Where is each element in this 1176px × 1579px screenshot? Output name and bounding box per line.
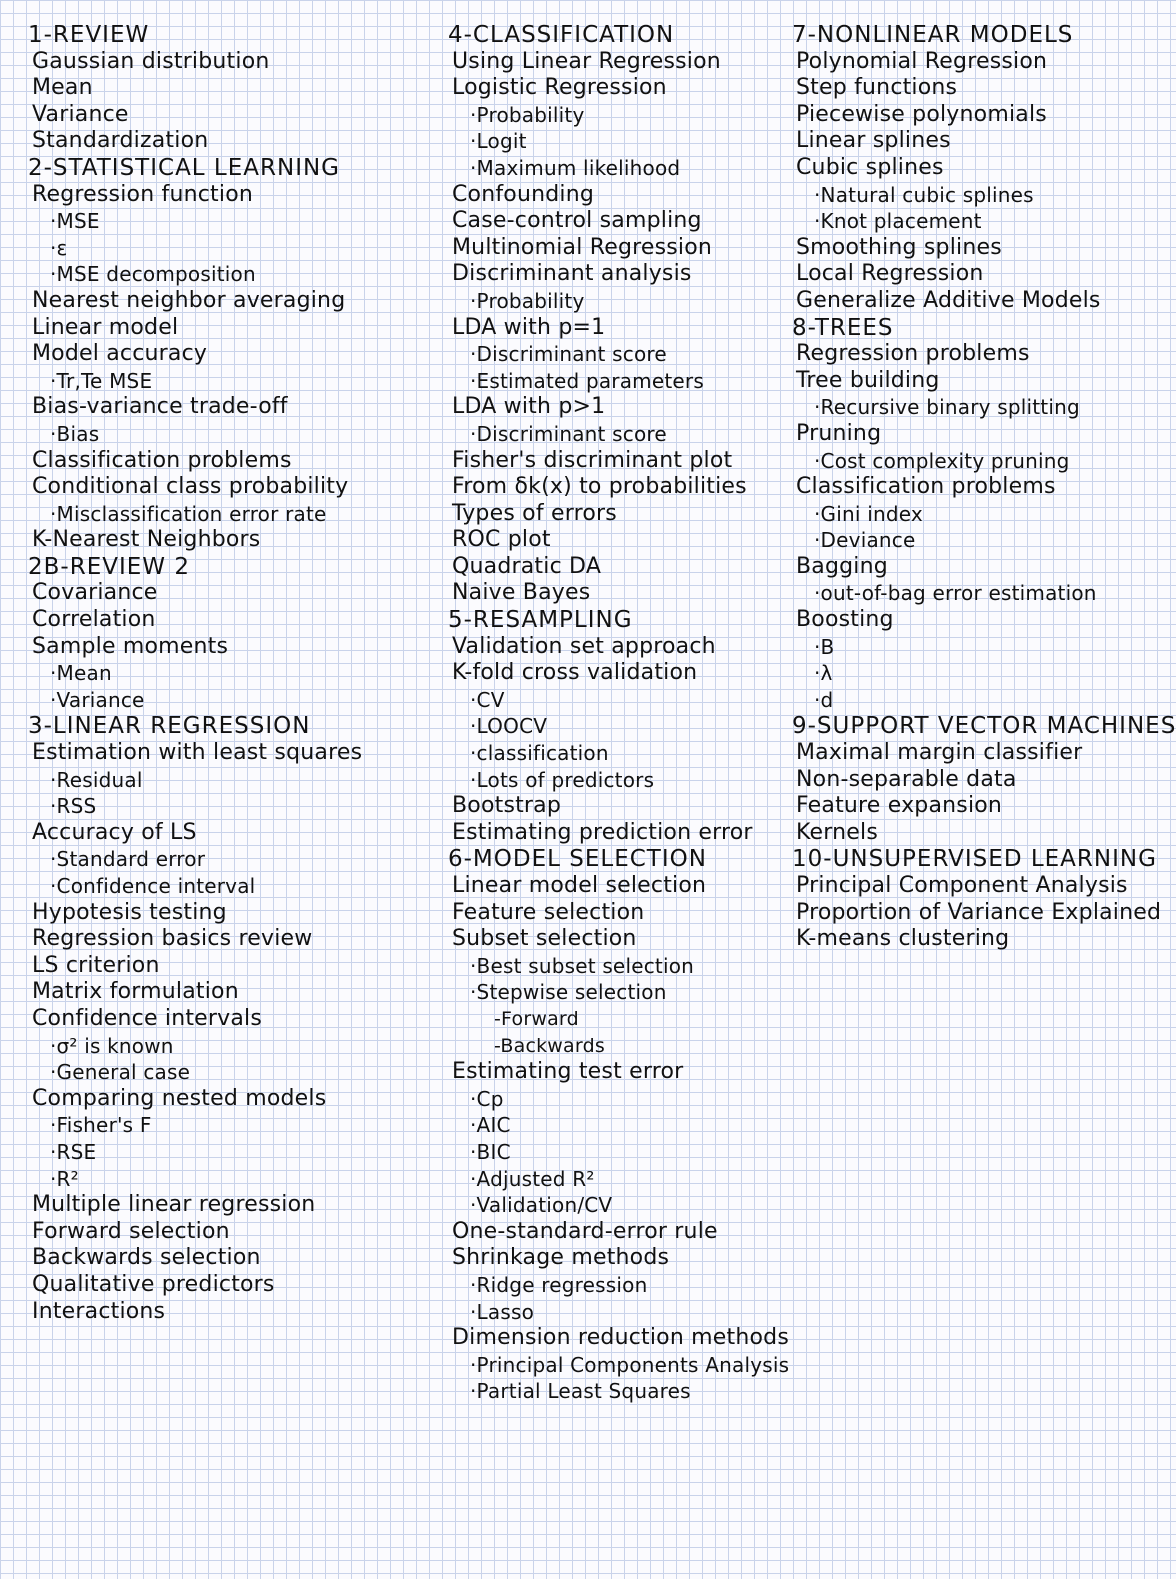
- note-item: Using Linear Regression: [452, 48, 721, 74]
- note-item: ·Natural cubic splines: [814, 182, 1034, 207]
- note-item: ·Lasso: [470, 1299, 535, 1324]
- note-item: ·Probability: [470, 288, 585, 313]
- note-item: Smoothing splines: [796, 234, 1002, 260]
- note-item: ·Variance: [50, 687, 145, 712]
- note-item: Mean: [32, 75, 93, 101]
- note-item: ·MSE: [50, 209, 100, 234]
- note-item: Non-separable data: [796, 766, 1017, 792]
- note-item: Quadratic DA: [452, 553, 602, 579]
- note-item: ·d: [814, 687, 834, 712]
- note-item: Model accuracy: [32, 341, 208, 367]
- note-item: ·Cost complexity pruning: [814, 448, 1070, 473]
- note-item: Classification problems: [796, 474, 1056, 500]
- section-heading: 10-UNSUPERVISED LEARNING: [792, 846, 1157, 873]
- note-item: ·RSS: [50, 794, 97, 819]
- note-item: Forward selection: [32, 1218, 230, 1244]
- notes-column-3: [792, 22, 1176, 953]
- note-item: Feature expansion: [796, 793, 1003, 819]
- note-item: Matrix formulation: [32, 979, 239, 1005]
- section-heading: 2-STATISTICAL LEARNING: [28, 154, 341, 181]
- note-item: Logistic Regression: [452, 75, 667, 101]
- note-item: Bagging: [796, 553, 888, 579]
- note-item: Multiple linear regression: [32, 1192, 316, 1218]
- note-item: Backwards selection: [32, 1245, 261, 1271]
- note-item: Piecewise polynomials: [796, 101, 1047, 127]
- note-item: ROC plot: [452, 527, 551, 553]
- note-item: Dimension reduction methods: [452, 1325, 789, 1351]
- note-item: Variance: [32, 101, 129, 127]
- note-item: Proportion of Variance Explained: [796, 899, 1162, 925]
- note-item: ·Mean: [50, 661, 112, 686]
- note-item: Confounding: [452, 181, 595, 207]
- section-heading: 7-NONLINEAR MODELS: [792, 22, 1074, 48]
- note-item: LS criterion: [32, 952, 160, 978]
- note-item: Correlation: [32, 607, 156, 633]
- note-item: ·Gini index: [814, 501, 923, 526]
- note-item: Kernels: [796, 819, 878, 845]
- note-item: From δk(x) to probabilities: [452, 474, 747, 500]
- note-item: ·Adjusted R²: [470, 1166, 595, 1191]
- note-item: Regression function: [32, 181, 253, 207]
- note-item: Confidence intervals: [32, 1005, 263, 1031]
- note-item: Feature selection: [452, 899, 645, 925]
- note-item: ·ε: [50, 235, 68, 260]
- note-item: K-fold cross validation: [452, 660, 698, 686]
- note-item: ·B: [814, 634, 835, 659]
- note-item: Validation set approach: [452, 633, 716, 659]
- note-item: Bootstrap: [452, 793, 562, 819]
- note-item: ·Recursive binary splitting: [814, 395, 1080, 420]
- notes-column-2: [448, 22, 788, 1405]
- note-item: Regression basics review: [32, 926, 313, 952]
- notes-column-1: [28, 22, 448, 1325]
- note-item: ·Confidence interval: [50, 874, 256, 898]
- note-item: Naive Bayes: [452, 580, 591, 606]
- note-item: Principal Component Analysis: [796, 873, 1128, 898]
- section-heading: 5-RESAMPLING: [448, 607, 633, 634]
- note-item: ·Discriminant score: [470, 342, 667, 367]
- note-item: Linear model: [32, 314, 179, 340]
- note-item: ·Probability: [470, 102, 585, 127]
- note-item: ·Ridge regression: [470, 1272, 648, 1297]
- note-item: Conditional class probability: [32, 474, 349, 500]
- note-item: Cubic splines: [796, 154, 944, 180]
- note-item: Classification problems: [32, 447, 292, 473]
- note-item: ·Stepwise selection: [470, 980, 667, 1005]
- note-item: ·Knot placement: [814, 209, 982, 234]
- note-item: Local Regression: [796, 261, 984, 287]
- note-item: ·Misclassification error rate: [50, 501, 327, 526]
- note-item: ·Fisher's F: [50, 1113, 152, 1138]
- note-item: ·Residual: [50, 767, 143, 792]
- note-item: ·AIC: [470, 1113, 511, 1138]
- note-item: Multinomial Regression: [452, 234, 713, 260]
- note-item: -Forward: [494, 1007, 579, 1030]
- note-item: Gaussian distribution: [32, 48, 270, 74]
- note-item: ·MSE decomposition: [50, 262, 256, 287]
- note-item: ·General case: [50, 1060, 191, 1085]
- note-item: Generalize Additive Models: [796, 287, 1101, 313]
- note-item: Step functions: [796, 75, 958, 101]
- note-item: Discriminant analysis: [452, 261, 692, 287]
- note-item: Tree building: [796, 367, 940, 393]
- note-item: ·Lots of predictors: [470, 767, 655, 792]
- note-item: ·BIC: [470, 1139, 511, 1164]
- note-item: ·LOOCV: [470, 714, 548, 739]
- note-item: ·Bias: [50, 421, 100, 446]
- note-item: Shrinkage methods: [452, 1245, 670, 1271]
- section-heading: 6-MODEL SELECTION: [448, 846, 707, 873]
- note-item: Estimating test error: [452, 1059, 684, 1085]
- note-item: Linear splines: [796, 128, 951, 154]
- note-item: ·Cp: [470, 1086, 504, 1111]
- note-item: Accuracy of LS: [32, 819, 197, 845]
- section-heading: 3-LINEAR REGRESSION: [28, 713, 311, 740]
- note-item: ·Deviance: [814, 528, 916, 553]
- note-item: Interactions: [32, 1298, 166, 1324]
- note-item: -Backwards: [494, 1034, 605, 1057]
- note-item: ·Partial Least Squares: [470, 1379, 691, 1404]
- note-item: Sample moments: [32, 633, 229, 659]
- note-item: ·Estimated parameters: [470, 368, 704, 393]
- section-heading: 9-SUPPORT VECTOR MACHINES: [792, 713, 1176, 740]
- note-item: ·R²: [50, 1166, 79, 1191]
- note-item: Maximal margin classifier: [796, 740, 1083, 766]
- note-item: Polynomial Regression: [796, 48, 1048, 74]
- note-item: ·σ² is known: [50, 1033, 174, 1058]
- note-item: Qualitative predictors: [32, 1271, 275, 1297]
- note-item: Nearest neighbor averaging: [32, 287, 346, 313]
- note-item: LDA with p>1: [452, 394, 606, 420]
- note-item: K-means clustering: [796, 926, 1010, 952]
- note-item: ·Discriminant score: [470, 421, 667, 446]
- note-item: ·Principal Components Analysis: [470, 1352, 790, 1377]
- note-item: ·Tr,Te MSE: [50, 368, 153, 393]
- note-item: ·Maximum likelihood: [470, 155, 681, 180]
- note-item: ·Standard error: [50, 847, 206, 872]
- note-item: Hypotesis testing: [32, 899, 227, 925]
- note-item: Regression problems: [796, 341, 1030, 367]
- section-heading: 4-CLASSIFICATION: [448, 22, 675, 48]
- note-item: One-standard-error rule: [452, 1218, 718, 1244]
- section-heading: 2B-REVIEW 2: [28, 553, 190, 580]
- note-item: Subset selection: [452, 926, 637, 952]
- note-item: ·classification: [470, 741, 609, 766]
- note-item: Standardization: [32, 128, 209, 154]
- note-item: Estimating prediction error: [452, 819, 753, 845]
- note-item: Types of errors: [452, 500, 617, 526]
- note-item: Estimation with least squares: [32, 740, 363, 766]
- note-item: ·λ: [814, 661, 833, 686]
- note-item: Linear model selection: [452, 873, 707, 898]
- note-item: ·CV: [470, 687, 505, 712]
- note-item: Pruning: [796, 420, 882, 446]
- note-item: ·RSE: [50, 1139, 97, 1164]
- section-heading: 1-REVIEW: [28, 22, 150, 48]
- note-item: Comparing nested models: [32, 1085, 327, 1111]
- note-item: Boosting: [796, 607, 894, 633]
- note-item: K-Nearest Neighbors: [32, 527, 261, 553]
- note-item: ·Validation/CV: [470, 1193, 613, 1218]
- note-item: Bias-variance trade-off: [32, 394, 288, 420]
- note-item: LDA with p=1: [452, 314, 606, 340]
- note-item: ·out-of-bag error estimation: [814, 581, 1097, 606]
- section-heading: 8-TREES: [792, 314, 894, 341]
- note-item: Fisher's discriminant plot: [452, 447, 733, 473]
- note-item: Case-control sampling: [452, 208, 702, 234]
- note-item: ·Best subset selection: [470, 953, 695, 978]
- note-item: Covariance: [32, 580, 158, 606]
- note-item: ·Logit: [470, 129, 527, 154]
